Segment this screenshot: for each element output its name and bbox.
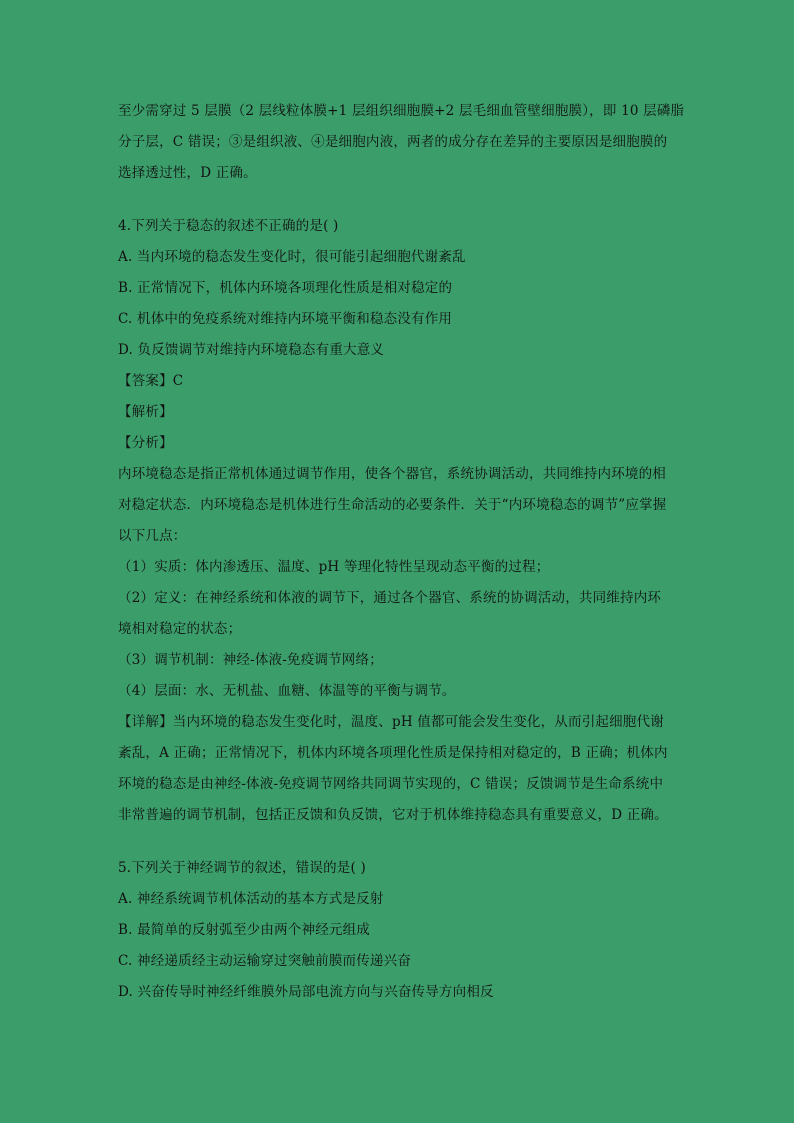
question-4 — [118, 211, 678, 831]
option-d: D. 兴奋传导时神经纤维膜外局部电流方向与兴奋传导方向相反 — [118, 984, 494, 1000]
previous-answer-block — [118, 96, 685, 189]
document-body — [118, 96, 685, 1008]
point-line: （3）调节机制：神经-体液-免疫调节网络； — [118, 652, 383, 668]
point-line: （1）实质：体内渗透压、温度、pH 等理化特性呈现动态平衡的过程； — [118, 559, 550, 575]
question-5 — [118, 853, 678, 1008]
point-line: （4）层面：水、无机盐、血糖、体温等的平衡与调节。 — [118, 683, 456, 699]
text-line: 选择透过性，D 正确。 — [118, 165, 257, 181]
analysis-heading: 【解析】 — [118, 404, 173, 420]
option-a: A. 神经系统调节机体活动的基本方式是反射 — [118, 891, 384, 907]
option-b: B. 正常情况下，机体内环境各项理化性质是相对稳定的 — [118, 280, 453, 296]
question-stem: 5.下列关于神经调节的叙述，错误的是( ) — [118, 860, 366, 876]
option-b: B. 最简单的反射弧至少由两个神经元组成 — [118, 922, 371, 938]
question-stem: 4.下列关于稳态的叙述不正确的是( ) — [118, 218, 339, 234]
point-line: （2）定义：在神经系统和体液的调节下，通过各个器官、系统的协调活动，共同维持内环 — [118, 590, 662, 606]
option-d: D. 负反馈调节对维持内环境稳态有重大意义 — [118, 342, 385, 358]
answer-label: 【答案】C — [118, 373, 184, 389]
text-line: 至少需穿过 5 层膜（2 层线粒体膜+1 层组织细胞膜+2 层毛细血管壁细胞膜），即 10 层磷脂 — [118, 103, 685, 119]
fenxi-line: 对稳定状态．内环境稳态是机体进行生命活动的必要条件．关于“内环境稳态的调节”应掌握 — [118, 497, 667, 513]
detail-line: 紊乱，A 正确；正常情况下，机体内环境各项理化性质是保持相对稳定的，B 正确；机体内 — [118, 745, 668, 761]
option-c: C. 机体中的免疫系统对维持内环境平衡和稳态没有作用 — [118, 311, 453, 327]
text-line: 分子层，C 错误；③是组织液、④是细胞内液，两者的成分存在差异的主要原因是细胞膜的 — [118, 134, 668, 150]
detail-line: 环境的稳态是由神经-体液-免疫调节网络共同调节实现的，C 错误；反馈调节是生命系统中 — [118, 776, 664, 792]
option-a: A. 当内环境的稳态发生变化时，很可能引起细胞代谢紊乱 — [118, 249, 466, 265]
fenxi-line: 内环境稳态是指正常机体通过调节作用，使各个器官，系统协调活动，共同维持内环境的相 — [118, 466, 666, 482]
detail-line: 【详解】当内环境的稳态发生变化时，温度、pH 值都可能会发生变化，从而引起细胞代谢 — [118, 714, 664, 730]
point-line: 境相对稳定的状态； — [118, 621, 242, 637]
fenxi-line: 以下几点： — [118, 528, 187, 544]
detail-line: 非常普遍的调节机制，包括正反馈和负反馈，它对于机体维持稳态具有重要意义，D 正确。 — [118, 807, 668, 823]
option-c: C. 神经递质经主动运输穿过突触前膜而传递兴奋 — [118, 953, 412, 969]
fenxi-heading: 【分析】 — [118, 435, 173, 451]
